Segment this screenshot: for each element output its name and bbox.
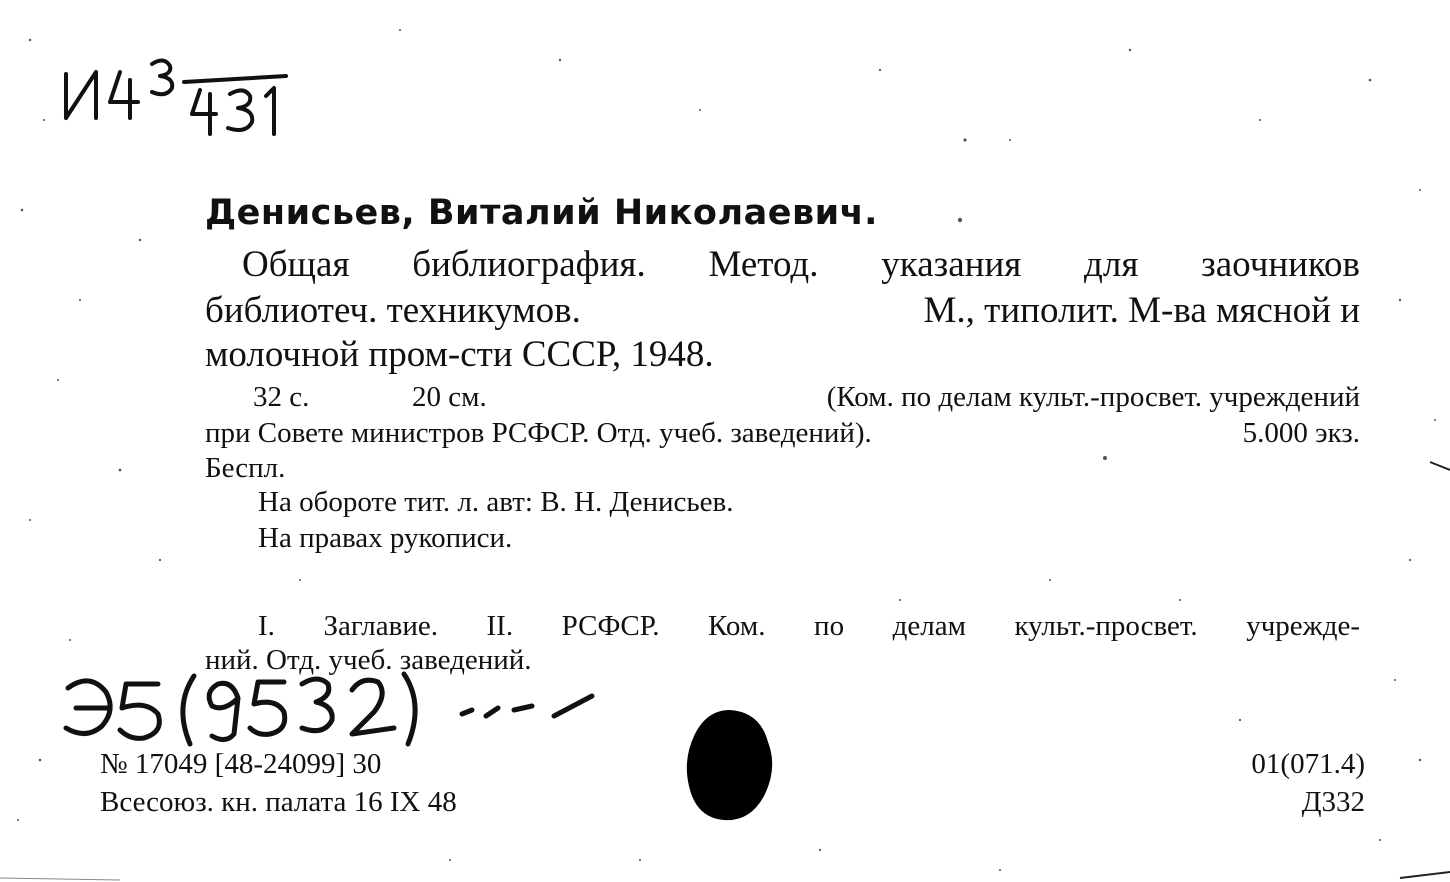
author-heading: Денисьев, Виталий Николаевич. <box>205 193 878 233</box>
tracings-line-2: ний. Отд. учеб. заведений. <box>205 644 532 676</box>
series-statement-1: (Ком. по делам культ.-просвет. учреждений <box>826 381 1360 413</box>
copies-count: 5.000 экз. <box>1242 417 1360 449</box>
note-manuscript-rights: На правах рукописи. <box>258 522 513 554</box>
handwritten-inventory-number <box>60 52 320 142</box>
ink-blot <box>680 706 780 826</box>
collation-size: 20 см. <box>412 381 487 413</box>
collation-pages: 32 с. <box>253 381 310 413</box>
author-mark: Д332 <box>1301 786 1365 818</box>
classification-number: 01(071.4) <box>1251 748 1365 780</box>
title-line-1: Общая библиография. Метод. указания для заочников <box>242 244 1360 285</box>
title-line-4: молочной пром-сти СССР, 1948. <box>205 334 714 375</box>
price-note: Беспл. <box>205 452 286 484</box>
tracings-line-1: I. Заглавие. II. РСФСР. Ком. по делам культ.-просвет. учрежде- <box>258 610 1360 642</box>
card-number: № 17049 [48-24099] 30 <box>100 748 382 780</box>
note-verso: На обороте тит. л. авт: В. Н. Денисьев. <box>258 486 734 518</box>
imprint-line: М., типолит. М-ва мясной и <box>923 290 1360 331</box>
handwritten-class-mark <box>62 668 622 748</box>
series-statement-2: при Совете министров РСФСР. Отд. учеб. заведений). <box>205 417 872 449</box>
title-line-2: библиотеч. техникумов. <box>205 290 581 331</box>
book-chamber-stamp: Всесоюз. кн. палата 16 IX 48 <box>100 786 457 818</box>
